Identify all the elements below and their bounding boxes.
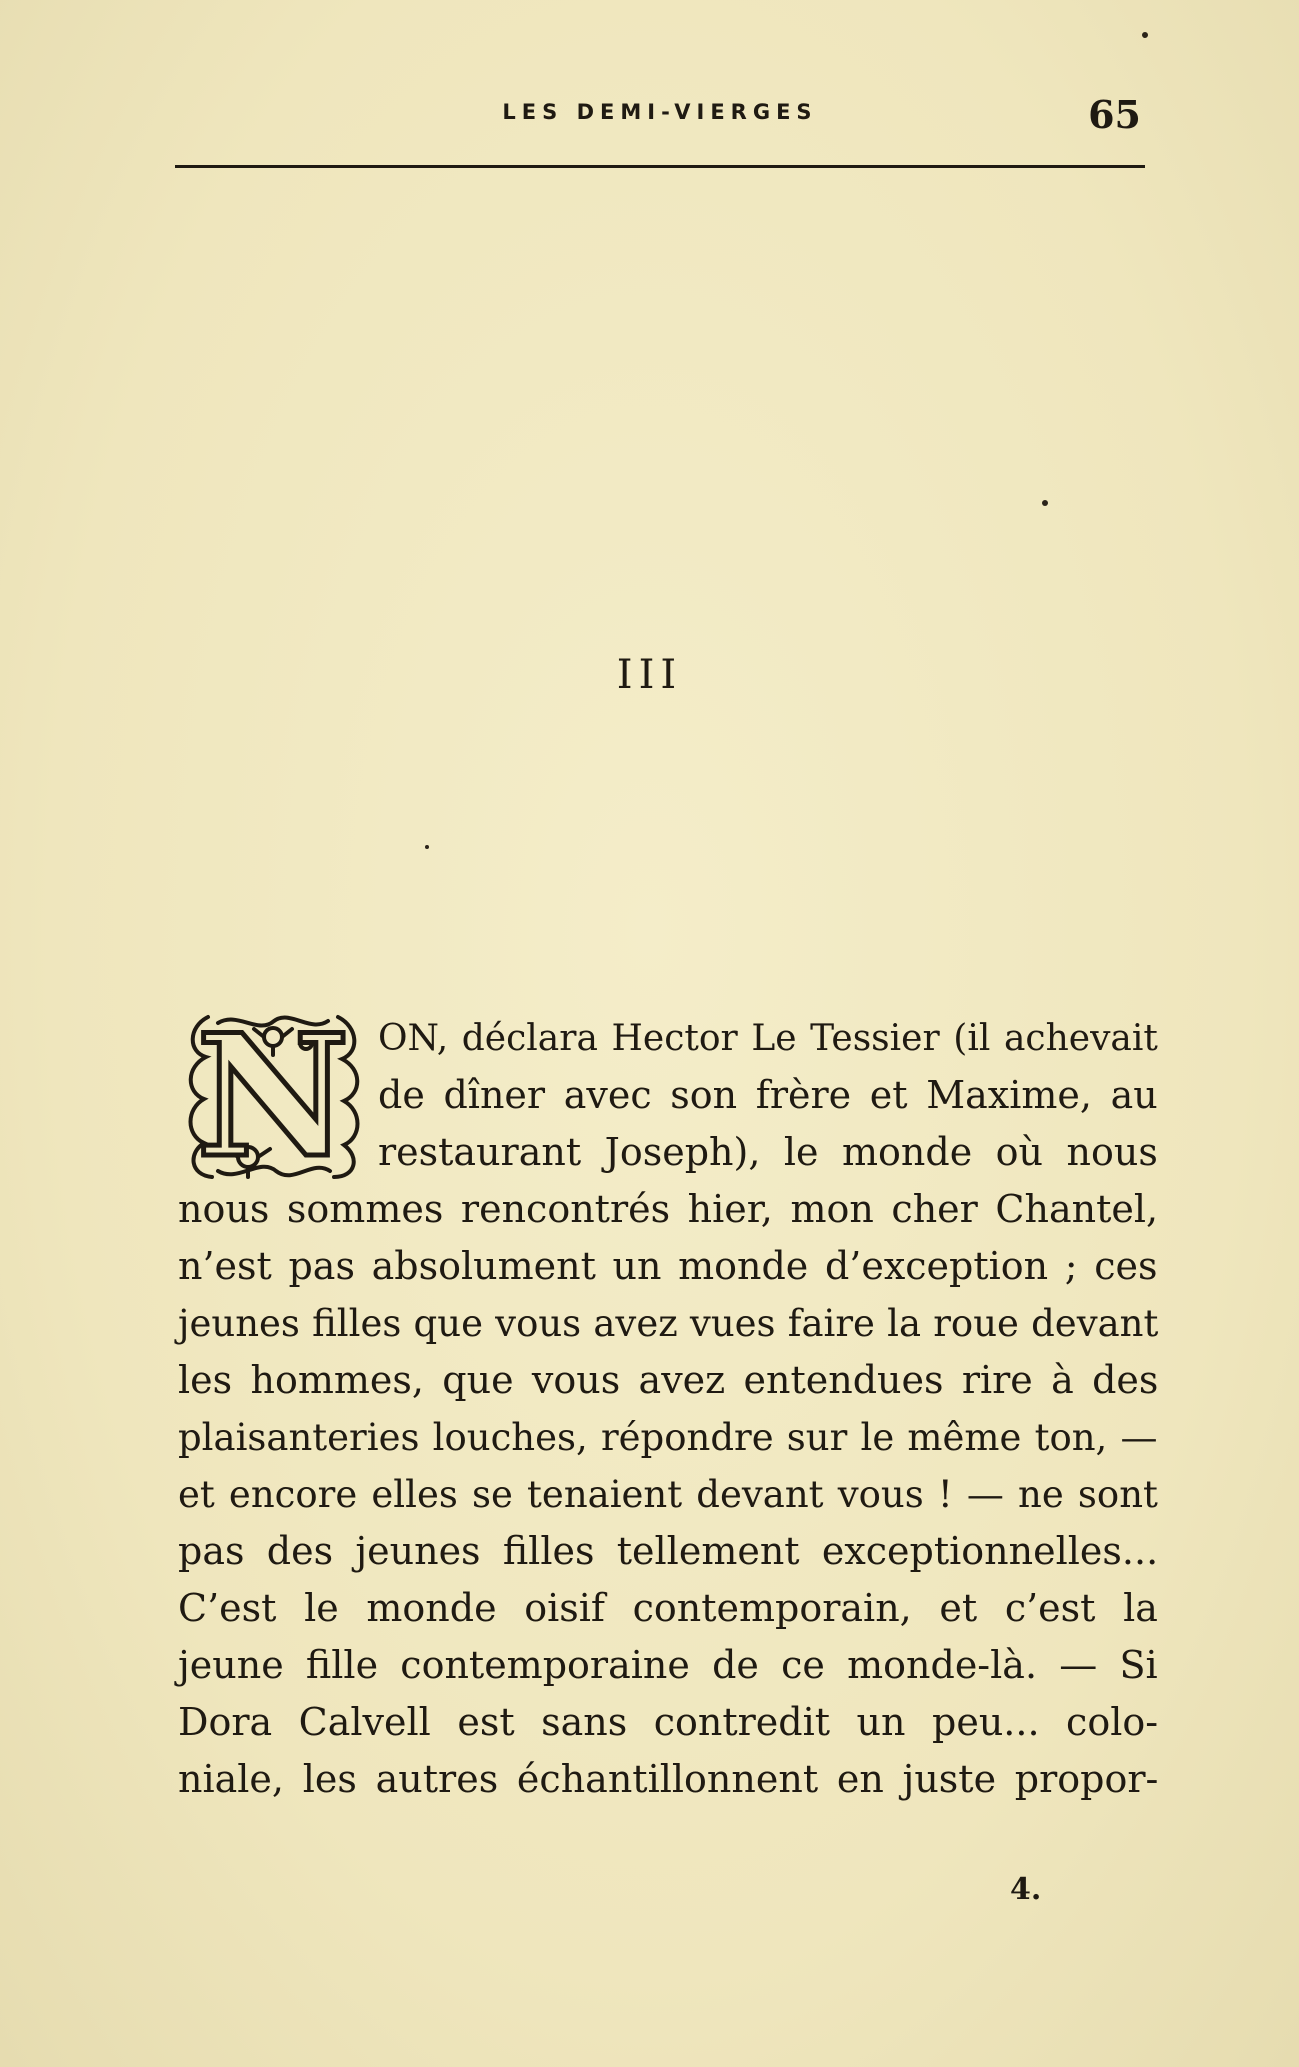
text-line — [178, 1238, 1158, 1295]
header-rule — [175, 165, 1145, 168]
text-line — [178, 1409, 1158, 1466]
text-line — [378, 1067, 1158, 1124]
running-title: LES DEMI-VIERGES — [502, 100, 818, 124]
text-line — [178, 1466, 1158, 1523]
text-line-content: ON, déclara Hector Le Tessier (il achevait — [378, 1018, 1158, 1059]
text-line — [178, 1181, 1158, 1238]
text-line-content: C’est le monde oisif contemporain, et c’est la — [178, 1586, 1158, 1630]
text-line-content: niale, les autres échantillonnent en juste propor- — [178, 1757, 1159, 1801]
text-line-content: pas des jeunes filles tellement exceptionnelles... — [178, 1529, 1159, 1573]
text-line-content: nous sommes rencontrés hier, mon cher Chantel, — [178, 1187, 1159, 1231]
text-line-content: jeunes filles que vous avez vues faire la roue devant — [178, 1302, 1159, 1345]
signature-mark: 4. — [1010, 1872, 1042, 1907]
text-line-content: restaurant Joseph), le monde où nous — [378, 1130, 1158, 1174]
text-line — [178, 1352, 1158, 1409]
body-paragraph — [178, 997, 1159, 1808]
text-line — [178, 1637, 1158, 1694]
text-line-content: et encore elles se tenaient devant vous ! — ne sont — [178, 1473, 1158, 1516]
text-line — [178, 1523, 1158, 1580]
ink-speck — [1142, 32, 1148, 38]
text-line-content: plaisanteries louches, répondre sur le même ton, — — [178, 1416, 1158, 1459]
chapter-number: III — [616, 652, 683, 698]
ink-speck — [1042, 500, 1048, 506]
text-line — [178, 1751, 1158, 1808]
text-line-content: jeune fille contemporaine de ce monde-là. — Si — [178, 1643, 1158, 1687]
text-line-content: Dora Calvell est sans contredit un peu... colo- — [178, 1700, 1159, 1744]
text-line — [378, 1010, 1158, 1067]
text-line — [178, 1295, 1158, 1352]
text-line-content: de dîner avec son frère et Maxime, au — [378, 1073, 1158, 1117]
text-line — [178, 1580, 1158, 1637]
text-line-content: n’est pas absolument un monde d’exception ; ces — [178, 1244, 1158, 1288]
running-head — [175, 92, 1145, 142]
page-number: 65 — [1088, 92, 1141, 137]
drop-cap-letter: N — [196, 997, 350, 1195]
text-line-content: les hommes, que vous avez entendues rire à des — [178, 1358, 1159, 1402]
text-line — [178, 1694, 1158, 1751]
text-line — [378, 1124, 1158, 1181]
ink-speck — [425, 845, 429, 849]
